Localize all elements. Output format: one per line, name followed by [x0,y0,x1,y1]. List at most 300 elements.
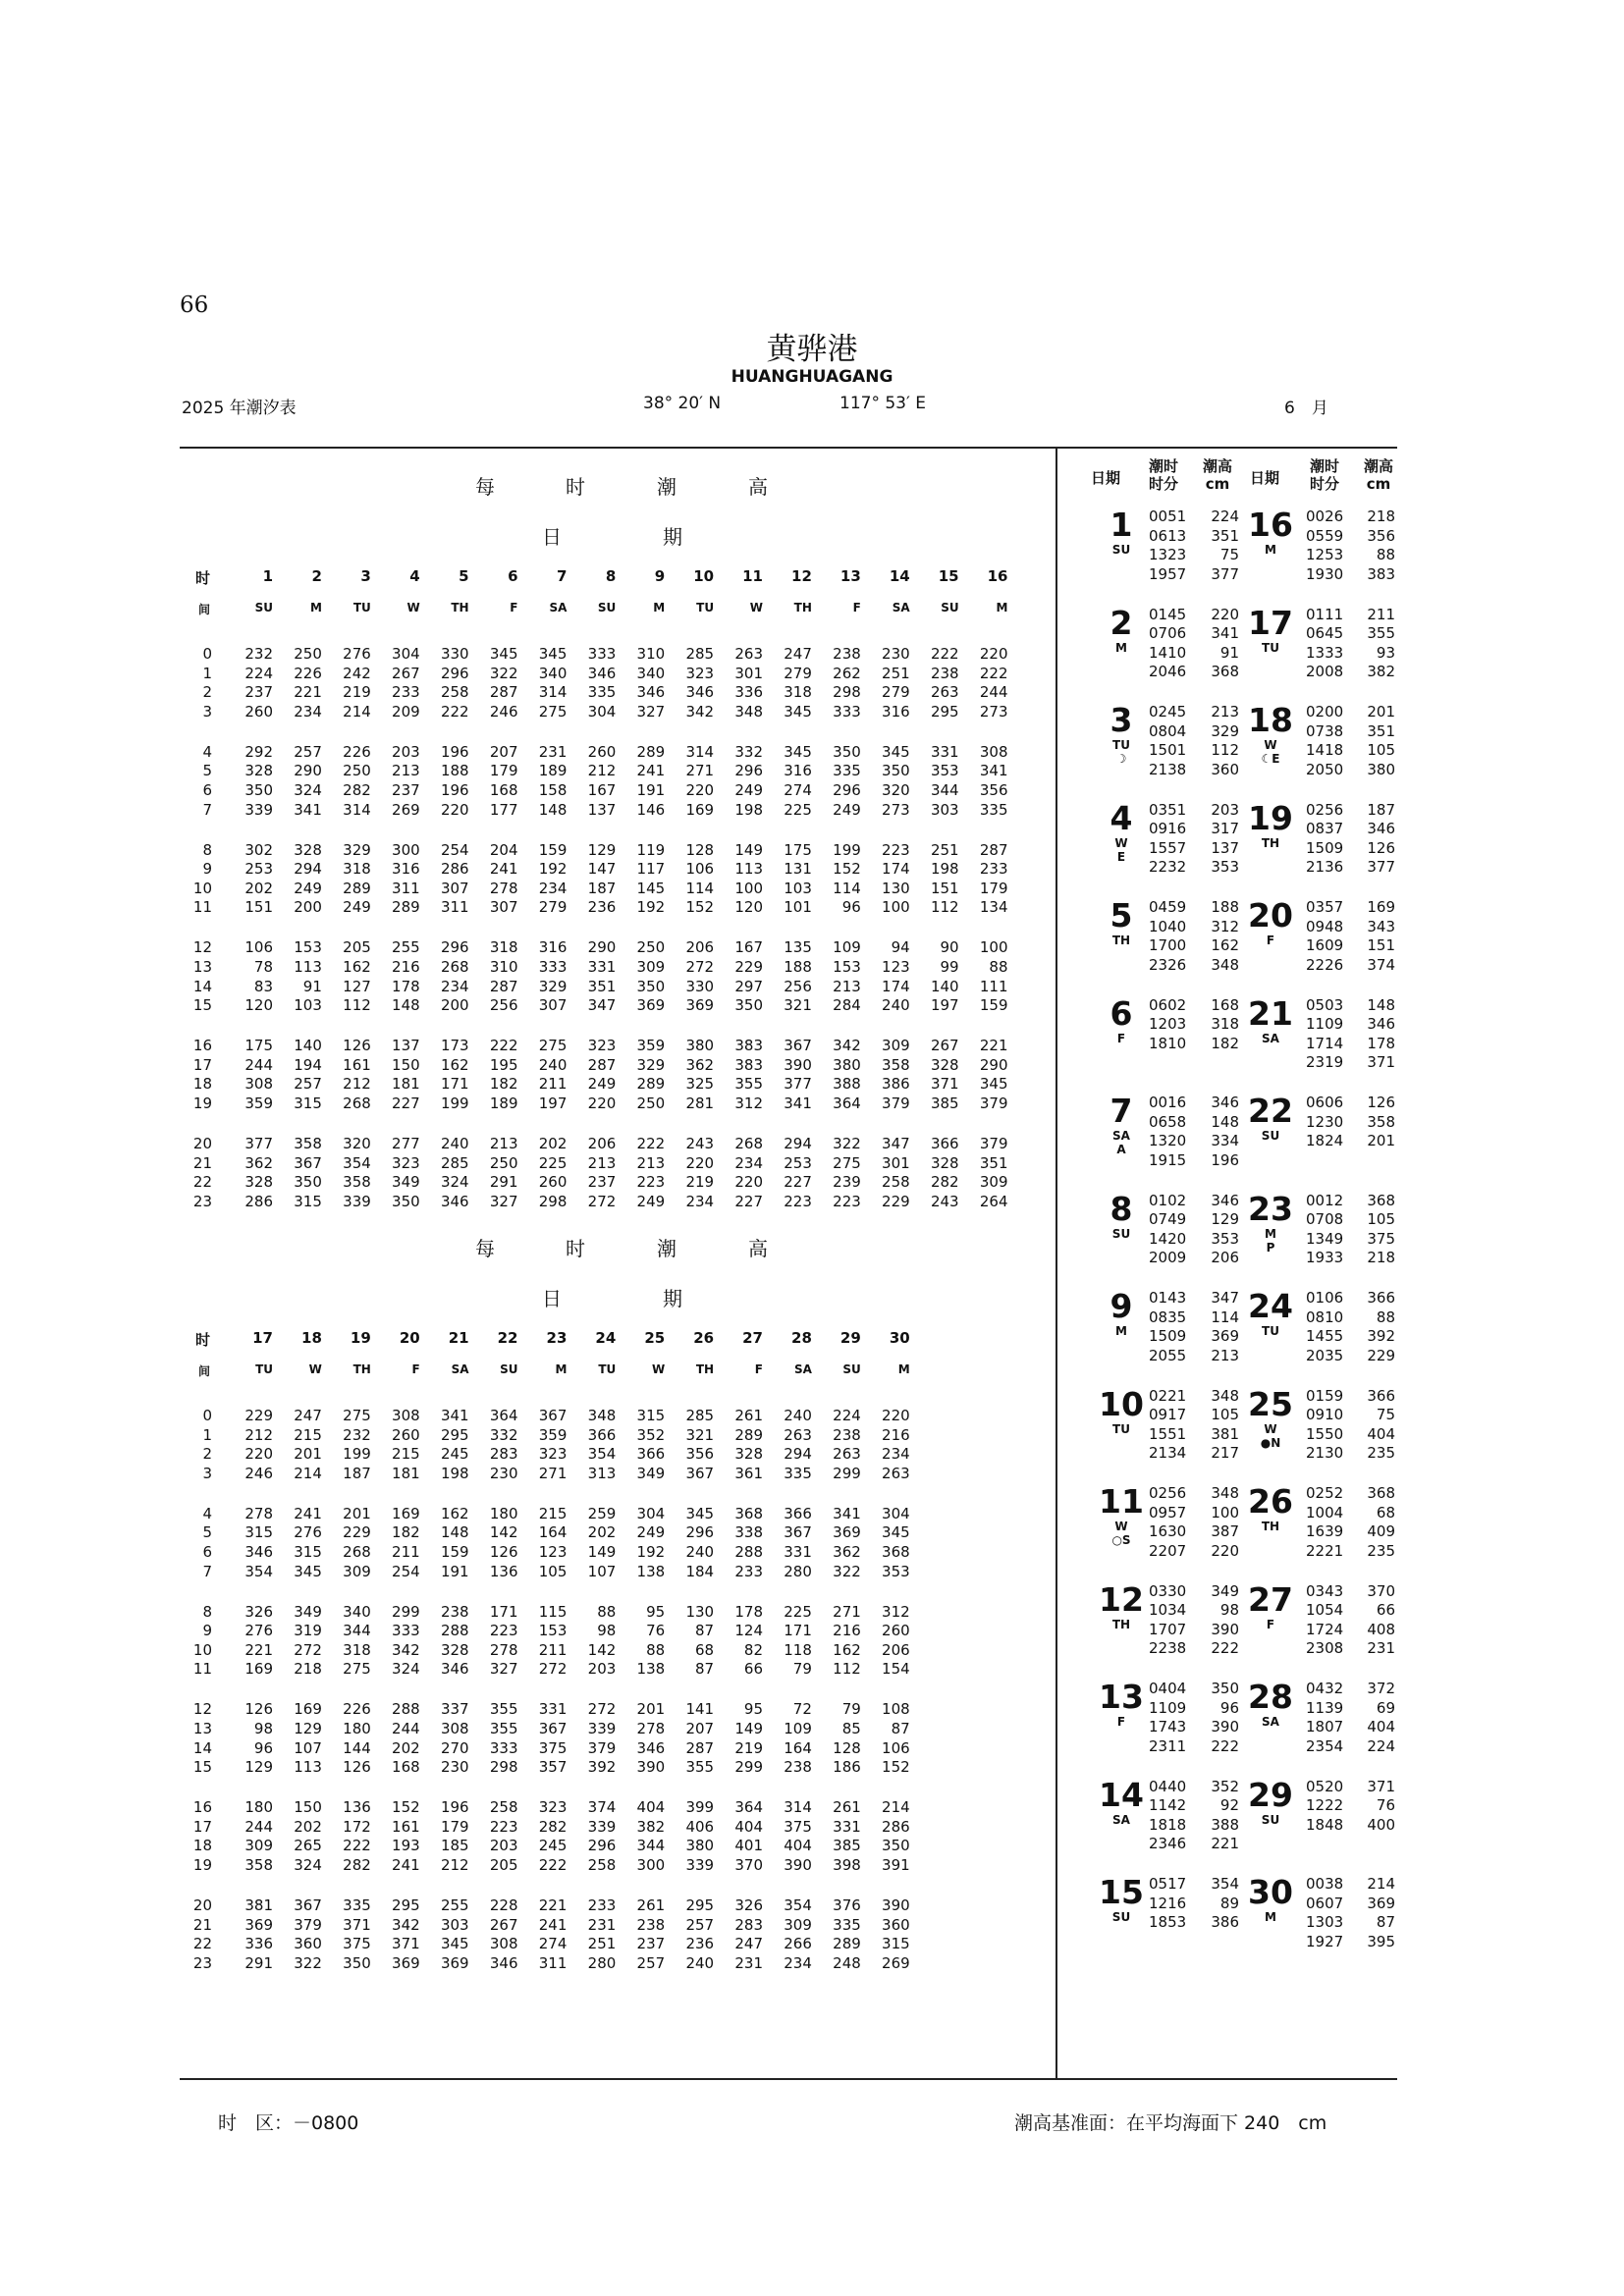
height-value: 82 [743,1640,763,1659]
weekday: SA [1262,1031,1279,1045]
weekday: TU [1112,1421,1130,1436]
height-value: 354 [587,1445,617,1464]
height-value: 366 [784,1504,812,1522]
tide-height: 375 [1367,1229,1395,1248]
tide-time: 0804 [1149,721,1187,740]
tide-height: 360 [1211,760,1239,778]
height-value: 349 [294,1602,322,1621]
height-value: 345 [784,702,812,721]
height-value: 369 [833,1523,861,1542]
height-value: 272 [294,1640,322,1659]
height-value: 244 [244,1817,273,1836]
height-value: 207 [489,742,518,761]
height-value: 248 [833,1953,861,1972]
day-number: 21 [448,1329,469,1347]
height-value: 296 [734,762,763,780]
height-value: 216 [392,958,420,976]
height-value: 330 [685,977,715,995]
height-value: 294 [294,860,322,879]
height-value: 347 [882,1135,910,1152]
height-value: 301 [882,1153,910,1172]
height-value: 171 [440,1075,469,1094]
weekday: SA [793,1362,812,1376]
tide-height: 220 [1211,605,1239,623]
height-value: 205 [489,1856,518,1874]
height-value: 169 [392,1504,420,1522]
height-value: 309 [882,1037,910,1055]
height-value: 240 [784,1407,812,1424]
height-value: 333 [538,958,568,976]
height-value: 221 [294,683,322,702]
tide-height: 371 [1367,1053,1395,1072]
tide-height: 187 [1367,800,1395,819]
height-value: 258 [440,683,469,702]
height-value: 350 [734,996,763,1015]
weekday: W [406,601,420,614]
tide-height: 213 [1211,703,1239,721]
section-title-char: 时 [566,475,585,499]
height-value: 222 [538,1856,568,1874]
hour-value: 22 [192,1935,212,1953]
weekday: TU [696,601,715,614]
tide-time: 0357 [1306,898,1344,916]
day-number: 5 [459,567,469,585]
tide-time: 2346 [1149,1835,1187,1853]
height-value: 274 [784,781,812,799]
height-value: 272 [685,958,715,976]
tide-height: 75 [1376,1406,1395,1424]
date-number: 17 [1248,603,1293,642]
height-value: 220 [587,1095,617,1112]
height-value: 136 [489,1562,518,1580]
height-value: 167 [734,938,763,957]
date-heading-char: 期 [663,525,682,549]
height-value: 260 [538,1173,568,1192]
height-value: 337 [440,1700,469,1719]
height-value: 182 [489,1075,518,1094]
height-value: 308 [489,1935,518,1953]
height-value: 375 [343,1935,371,1953]
height-value: 114 [833,879,861,897]
height-value: 236 [587,898,617,917]
height-value: 255 [440,1896,469,1914]
tide-time: 0330 [1149,1581,1187,1600]
height-value: 323 [587,1037,617,1055]
height-value: 256 [784,977,812,995]
tide-time: 0038 [1306,1875,1344,1893]
height-value: 353 [930,762,959,780]
height-value: 263 [833,1445,861,1464]
height-value: 106 [685,860,715,879]
height-value: 103 [784,879,812,897]
height-value: 213 [587,1153,617,1172]
height-value: 300 [636,1856,666,1874]
tide-height: 372 [1367,1680,1395,1697]
height-value: 192 [636,898,666,917]
tide-time: 1714 [1306,1034,1344,1052]
hour-value: 17 [192,1055,212,1074]
height-value: 103 [294,996,322,1015]
height-value: 95 [646,1602,666,1621]
height-value: 206 [685,938,715,957]
height-value: 399 [685,1798,715,1817]
height-value: 390 [784,1055,812,1074]
height-value: 88 [597,1602,617,1621]
height-value: 346 [440,1192,469,1210]
height-value: 202 [294,1817,322,1836]
weekday: F [1266,934,1275,947]
section-title-char: 每 [475,1237,495,1260]
height-value: 245 [440,1445,469,1464]
height-value: 364 [489,1407,518,1424]
height-value: 202 [392,1738,420,1757]
height-value: 96 [841,898,861,917]
tide-time: 1139 [1306,1698,1344,1717]
height-value: 360 [882,1915,910,1934]
height-value: 226 [343,742,371,761]
tide-time: 1927 [1306,1932,1344,1950]
tide-time: 0749 [1149,1210,1187,1229]
tide-height: 355 [1367,624,1395,643]
height-value: 267 [489,1915,518,1934]
height-value: 345 [882,742,910,761]
tide-time: 2046 [1149,663,1187,681]
height-value: 287 [979,840,1008,859]
tide-time: 1216 [1149,1894,1187,1912]
height-value: 152 [833,860,861,879]
tide-height: 148 [1367,995,1395,1014]
date-number: 14 [1099,1775,1144,1814]
height-value: 315 [294,1095,322,1112]
tide-height: 348 [1211,955,1239,974]
height-value: 320 [882,781,910,799]
tide-height: 390 [1211,1718,1239,1736]
height-value: 350 [294,1173,322,1192]
tide-time: 2136 [1306,858,1344,877]
height-value: 279 [538,898,568,917]
tide-height: 334 [1211,1132,1239,1150]
height-value: 261 [734,1407,763,1424]
hour-value: 12 [192,938,212,957]
height-value: 215 [294,1425,322,1444]
weekday: SA [1112,1812,1130,1827]
date-number: 19 [1248,798,1293,837]
date-number: 25 [1248,1384,1293,1423]
height-value: 308 [244,1075,273,1094]
height-value: 355 [489,1720,518,1737]
height-value: 219 [734,1738,763,1757]
height-value: 367 [294,1896,322,1914]
height-value: 310 [489,958,518,976]
day-number: 27 [742,1329,763,1347]
hour-value: 5 [202,762,212,780]
tide-time: 0102 [1149,1191,1187,1209]
height-value: 220 [685,1153,715,1172]
height-value: 275 [343,1407,371,1424]
height-value: 254 [392,1562,420,1580]
height-value: 229 [343,1523,371,1542]
height-value: 247 [734,1935,763,1953]
height-value: 335 [343,1896,371,1914]
height-value: 222 [636,1135,666,1152]
height-value: 199 [440,1095,469,1112]
height-value: 349 [636,1464,666,1482]
height-value: 282 [930,1173,959,1192]
tide-time: 0245 [1149,703,1187,721]
tide-time: 0517 [1149,1875,1187,1893]
height-value: 164 [784,1738,812,1757]
height-value: 375 [538,1738,568,1757]
height-value: 200 [294,898,322,917]
height-value: 193 [392,1837,420,1855]
moon-phase-symbol: ☽ [1115,752,1127,766]
height-value: 390 [784,1856,812,1874]
height-value: 244 [979,683,1008,702]
height-value: 229 [882,1192,910,1210]
moon-phase-symbol: A [1116,1143,1126,1156]
height-value: 308 [440,1720,469,1737]
tide-time: 0606 [1306,1094,1344,1111]
tide-time: 0106 [1306,1289,1344,1307]
tide-height: 98 [1219,1601,1239,1620]
tide-height: 382 [1367,663,1395,681]
height-value: 385 [930,1095,959,1112]
day-number: 9 [654,567,666,585]
height-value: 346 [489,1953,518,1972]
height-value: 314 [784,1798,812,1817]
height-value: 85 [841,1720,861,1737]
tide-height: 409 [1367,1522,1395,1541]
height-value: 296 [587,1837,617,1855]
height-value: 322 [833,1135,861,1152]
height-value: 360 [294,1935,322,1953]
height-value: 311 [392,879,420,897]
height-value: 153 [833,958,861,976]
height-value: 136 [343,1798,371,1817]
height-value: 328 [930,1153,959,1172]
height-value: 303 [930,800,959,819]
height-value: 230 [882,645,910,663]
height-value: 275 [538,1037,568,1055]
tide-height: 87 [1376,1913,1395,1932]
height-value: 66 [743,1660,763,1679]
tide-time: 1034 [1149,1601,1187,1620]
tide-height: 188 [1211,898,1239,916]
height-value: 253 [784,1153,812,1172]
height-value: 223 [489,1817,518,1836]
height-value: 283 [489,1445,518,1464]
weekday: SA [451,1362,469,1376]
hour-value: 14 [192,1738,212,1757]
height-value: 172 [343,1817,371,1836]
height-value: 383 [734,1055,763,1074]
height-value: 308 [392,1407,420,1424]
tide-time: 0916 [1149,820,1187,838]
height-value: 368 [882,1543,910,1561]
tide-time: 0837 [1306,820,1344,838]
height-value: 249 [636,1523,666,1542]
date-number: 23 [1248,1189,1293,1228]
height-value: 185 [440,1837,469,1855]
height-value: 345 [489,645,518,663]
height-value: 298 [538,1192,568,1210]
height-value: 339 [587,1720,617,1737]
day-number: 2 [311,567,322,585]
height-value: 112 [930,898,959,917]
tide-time: 0145 [1149,605,1187,623]
height-value: 291 [244,1953,273,1972]
tide-height: 206 [1211,1249,1239,1267]
time-header: 潮时 时分 [1148,457,1178,493]
height-value: 258 [882,1173,910,1192]
height-value: 229 [244,1407,273,1424]
weekday: TU [352,601,371,614]
height-value: 188 [440,762,469,780]
height-value: 345 [294,1562,322,1580]
height-value: 238 [636,1915,666,1934]
height-value: 257 [636,1953,666,1972]
height-value: 366 [587,1425,617,1444]
tide-height: 356 [1367,526,1395,545]
height-value: 341 [440,1407,469,1424]
height-value: 355 [489,1700,518,1719]
height-value: 382 [636,1817,666,1836]
weekday: SU [500,1362,518,1376]
height-value: 345 [979,1075,1008,1094]
height-value: 241 [294,1504,322,1522]
tide-time: 1550 [1306,1424,1344,1443]
tide-time: 0256 [1306,800,1344,819]
height-value: 180 [244,1798,273,1817]
date-number: 13 [1099,1678,1144,1716]
hour-value: 14 [192,977,212,995]
height-value: 388 [833,1075,861,1094]
height-value: 275 [343,1660,371,1679]
tide-height: 354 [1211,1875,1239,1893]
tide-height: 351 [1367,721,1395,740]
tide-height: 222 [1211,1639,1239,1658]
tide-time: 0738 [1306,721,1344,740]
height-value: 105 [538,1562,568,1580]
tide-time: 1915 [1149,1150,1187,1169]
height-value: 331 [538,1700,568,1719]
tide-time: 2232 [1149,858,1187,877]
height-value: 277 [392,1135,420,1152]
height-value: 371 [392,1935,420,1953]
height-value: 240 [685,1953,715,1972]
height-value: 336 [734,683,763,702]
height-value: 311 [538,1953,568,1972]
height-value: 380 [685,1837,715,1855]
height-value: 224 [244,664,273,682]
height-value: 72 [792,1700,812,1719]
weekday: M [897,1362,910,1376]
height-value: 220 [734,1173,763,1192]
height-value: 359 [244,1095,273,1112]
tide-time: 0645 [1306,624,1344,643]
station-title-cn: 黄骅港 [766,332,858,367]
tide-height: 392 [1367,1327,1395,1346]
height-value: 273 [882,800,910,819]
height-value: 263 [930,683,959,702]
height-value: 206 [882,1640,910,1659]
tide-time: 1455 [1306,1327,1344,1346]
height-value: 247 [784,645,812,663]
height-value: 327 [489,1660,518,1679]
day-number: 19 [350,1329,371,1347]
tide-height: 346 [1211,1094,1239,1111]
height-value: 375 [784,1817,812,1836]
height-value: 392 [587,1758,617,1777]
tide-time: 0658 [1149,1112,1187,1131]
height-value: 196 [440,742,469,761]
height-value: 288 [392,1700,420,1719]
tide-time: 1810 [1149,1034,1187,1052]
weekday: W [1264,738,1277,752]
height-value: 209 [392,702,420,721]
date-number: 10 [1099,1384,1144,1423]
tide-height: 151 [1367,936,1395,955]
height-value: 145 [636,879,666,897]
height-value: 287 [489,977,518,995]
height-value: 369 [244,1915,273,1934]
hour-value: 10 [192,879,212,897]
height-value: 220 [979,645,1008,663]
height-value: 355 [685,1758,715,1777]
weekday: F [1266,1617,1275,1631]
tide-time: 2238 [1149,1639,1187,1658]
tide-time: 1109 [1149,1698,1187,1717]
tide-height: 390 [1211,1620,1239,1638]
height-value: 310 [636,645,666,663]
height-value: 98 [597,1622,617,1640]
hour-value: 4 [202,1504,212,1522]
date-heading-char: 日 [542,1287,562,1310]
tide-height: 126 [1367,838,1395,857]
date-number: 9 [1110,1287,1133,1325]
height-value: 79 [792,1660,812,1679]
tide-time: 0607 [1306,1894,1344,1912]
height-value: 339 [685,1856,715,1874]
tide-height: 178 [1367,1034,1395,1052]
height-value: 356 [685,1445,715,1464]
tide-time: 1848 [1306,1815,1344,1834]
height-value: 161 [343,1055,371,1074]
tide-height: 318 [1211,1015,1239,1034]
height-value: 201 [636,1700,666,1719]
height-value: 279 [784,664,812,682]
height-value: 286 [244,1192,273,1210]
height-value: 213 [392,762,420,780]
hour-value: 19 [192,1856,212,1874]
height-value: 178 [734,1602,763,1621]
day-number: 12 [791,567,812,585]
height-value: 271 [833,1602,861,1621]
height-value: 207 [685,1720,715,1737]
station-title-en: HUANGHUAGANG [731,367,893,387]
section-title-char: 潮 [657,1237,677,1260]
height-value: 327 [636,702,666,721]
day-number: 23 [546,1329,568,1347]
date-number: 28 [1248,1678,1293,1716]
height-value: 328 [294,840,322,859]
tide-time: 0143 [1149,1289,1187,1307]
height-value: 362 [685,1055,715,1074]
hour-value: 13 [192,958,212,976]
day-number: 30 [889,1329,910,1347]
height-value: 197 [538,1095,568,1112]
tide-time: 1222 [1306,1796,1344,1815]
